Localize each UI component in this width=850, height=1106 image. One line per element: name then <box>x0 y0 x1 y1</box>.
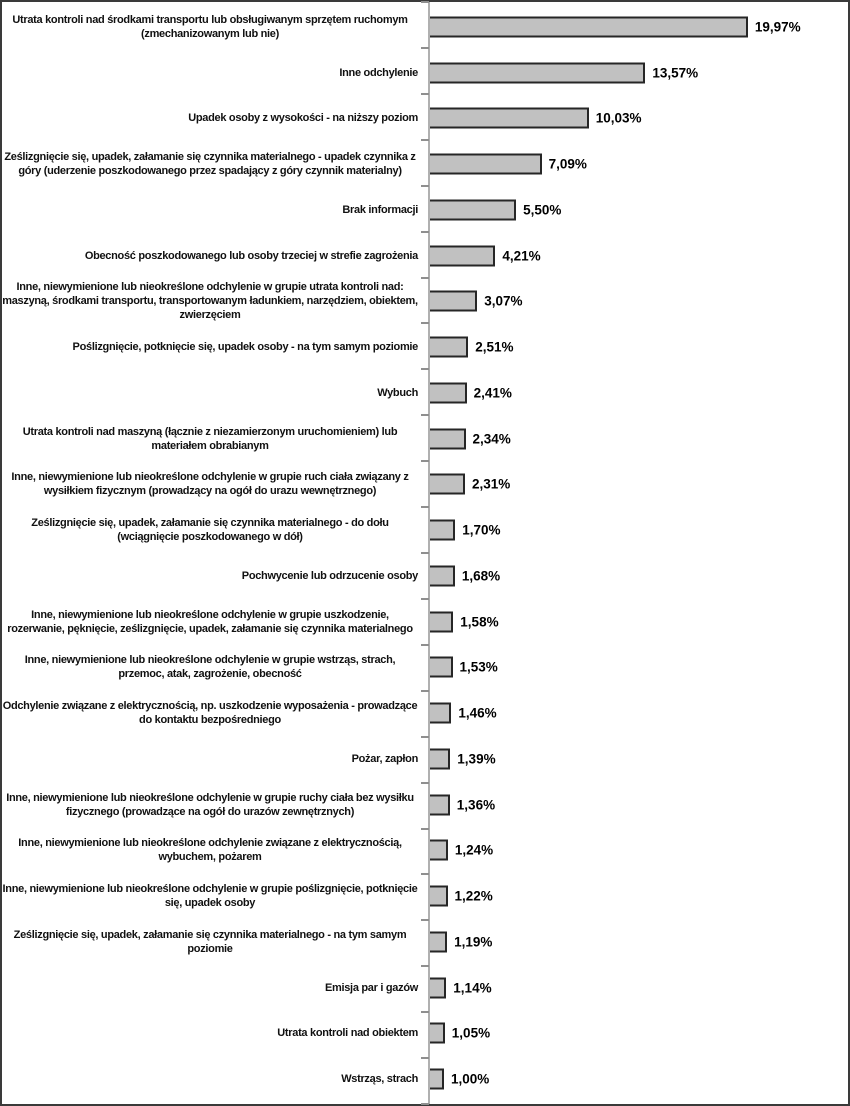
chart-row <box>2 141 848 187</box>
axis-tick <box>421 506 429 508</box>
value-label: 1,39% <box>457 751 496 767</box>
bar-and-value <box>428 108 641 129</box>
bar <box>428 886 448 907</box>
bar-and-value <box>428 382 512 403</box>
axis-tick <box>421 47 429 49</box>
chart-row <box>2 233 848 279</box>
bar <box>428 337 468 358</box>
bar-and-value <box>428 245 541 266</box>
bar <box>428 794 450 815</box>
category-label: Ześlizgnięcie się, upadek, załamanie się czynnika materialnego - na tym samym poziomie <box>13 928 407 955</box>
axis-tick <box>421 782 429 784</box>
bar-and-value <box>428 886 493 907</box>
category-label: Inne odchylenie <box>339 66 418 79</box>
bar <box>428 977 446 998</box>
value-label: 5,50% <box>523 202 562 218</box>
bar <box>428 840 448 861</box>
axis-tick <box>421 322 429 324</box>
bar-and-value <box>428 1069 489 1090</box>
bar-and-value <box>428 337 513 358</box>
axis-tick <box>421 828 429 830</box>
bar <box>428 382 467 403</box>
bar <box>428 1069 444 1090</box>
chart-row <box>2 645 848 691</box>
axis-tick <box>421 919 429 921</box>
bar <box>428 474 465 495</box>
bar <box>428 565 455 586</box>
bar-and-value <box>428 199 561 220</box>
axis-tick <box>421 368 429 370</box>
chart-row <box>2 782 848 828</box>
chart-row <box>2 187 848 233</box>
bar-and-value <box>428 520 500 541</box>
bar <box>428 931 447 952</box>
bar-and-value <box>428 657 498 678</box>
axis-tick <box>421 965 429 967</box>
bar-and-value <box>428 62 698 83</box>
category-label: Inne, niewymienione lub nieokreślone odchylenie w grupie wstrząs, strach, przemoc, atak, zagrożenie, obecność <box>24 654 396 681</box>
axis-tick <box>421 736 429 738</box>
axis-tick <box>421 93 429 95</box>
bar-and-value <box>428 565 500 586</box>
bar <box>428 611 453 632</box>
bar-and-value <box>428 474 510 495</box>
axis-tick <box>421 1103 429 1105</box>
value-label: 13,57% <box>652 65 699 81</box>
bar-and-value <box>428 428 511 449</box>
axis-tick <box>421 1057 429 1059</box>
bar-and-value <box>428 154 587 175</box>
value-label: 1,68% <box>461 568 501 584</box>
chart-row <box>2 462 848 508</box>
chart-row <box>2 1056 848 1102</box>
category-label: Inne, niewymienione lub nieokreślone odchylenie w grupie poślizgnięcie, potknięcie się, upadek osoby <box>2 883 418 910</box>
axis-tick <box>421 185 429 187</box>
axis-tick <box>421 277 429 279</box>
value-label: 1,05% <box>451 1025 491 1041</box>
bar-and-value <box>428 291 522 312</box>
value-label: 19,97% <box>754 19 801 35</box>
chart-row <box>2 965 848 1011</box>
category-label: Wybuch <box>377 386 418 399</box>
value-label: 1,36% <box>456 797 496 813</box>
axis-tick <box>421 139 429 141</box>
category-label: Inne, niewymienione lub nieokreślone odchylenie w grupie utrata kontroli nad: maszyną, środkami transportu, transportowanym ładunkiem, narzędziem, obiektem, zwierzęciem <box>2 281 418 322</box>
value-label: 2,51% <box>475 339 514 355</box>
category-label: Emisja par i gazów <box>324 981 418 994</box>
bar-and-value <box>428 16 801 37</box>
chart-row <box>2 370 848 416</box>
chart-row <box>2 416 848 462</box>
bar <box>428 428 466 449</box>
chart-row <box>2 4 848 50</box>
axis-tick <box>421 690 429 692</box>
bar <box>428 291 477 312</box>
value-label: 10,03% <box>595 110 642 126</box>
category-label: Inne, niewymienione lub nieokreślone odchylenie w grupie uszkodzenie, rozerwanie, pęknięcie, ześlizgnięcie, upadek, załamanie się czynnika materialnego <box>7 608 413 635</box>
chart-row <box>2 690 848 736</box>
value-label: 2,34% <box>472 431 511 447</box>
value-label: 1,00% <box>451 1071 490 1087</box>
bar-and-value <box>428 977 492 998</box>
axis-tick <box>421 1 429 3</box>
value-label: 1,24% <box>454 842 494 858</box>
value-label: 2,41% <box>473 385 512 401</box>
category-label: Inne, niewymienione lub nieokreślone odchylenie w grupie ruchy ciała bez wysiłku fizycznego (prowadzące na ogół do urazów zewnętrznych) <box>6 791 414 818</box>
bar-and-value <box>428 931 492 952</box>
bar-and-value <box>428 840 493 861</box>
bar <box>428 16 748 37</box>
category-label: Odchylenie związane z elektrycznością, np. uszkodzenie wyposażenia - prowadzące do kontaktu bezpośredniego <box>2 700 418 727</box>
chart-row <box>2 96 848 142</box>
axis-tick <box>421 873 429 875</box>
category-label: Poślizgnięcie, potknięcie się, upadek osoby - na tym samym poziomie <box>72 341 418 354</box>
bar <box>428 199 516 220</box>
axis-tick <box>421 552 429 554</box>
category-label: Pożar, zapłon <box>351 752 418 765</box>
bar <box>428 154 542 175</box>
chart-row <box>2 279 848 325</box>
category-label: Pochwycenie lub odrzucenie osoby <box>241 569 418 582</box>
category-label: Ześlizgnięcie się, upadek, załamanie się czynnika materialnego - upadek czynnika z góry (uderzenie poszkodowanego przez spadający z góry czynnik materialny) <box>4 151 416 178</box>
bar <box>428 657 453 678</box>
category-label: Brak informacji <box>342 203 418 216</box>
bar-and-value <box>428 794 495 815</box>
bar-and-value <box>428 611 499 632</box>
category-label: Obecność poszkodowanego lub osoby trzeciej w strefie zagrożenia <box>84 249 418 262</box>
axis-tick <box>421 1011 429 1013</box>
axis-tick <box>421 460 429 462</box>
axis-tick <box>421 414 429 416</box>
chart-row <box>2 507 848 553</box>
value-label: 1,19% <box>454 934 493 950</box>
chart-row <box>2 828 848 874</box>
category-label: Wstrząs, strach <box>341 1073 418 1086</box>
chart-row <box>2 324 848 370</box>
chart-row <box>2 599 848 645</box>
value-label: 1,70% <box>462 522 501 538</box>
bar <box>428 108 589 129</box>
value-label: 1,53% <box>459 659 498 675</box>
value-label: 1,58% <box>460 614 499 630</box>
value-label: 7,09% <box>548 156 587 172</box>
bar-and-value <box>428 748 496 769</box>
value-label: 2,31% <box>472 476 511 492</box>
category-label: Inne, niewymienione lub nieokreślone odchylenie w grupie ruch ciała związany z wysiłkiem fizycznym (prowadzący na ogół do urazu wewnętrznego) <box>11 471 409 498</box>
value-label: 1,22% <box>454 888 493 904</box>
bar <box>428 703 451 724</box>
chart-row <box>2 736 848 782</box>
bar <box>428 62 645 83</box>
bar-and-value <box>428 1023 490 1044</box>
chart-row <box>2 1011 848 1057</box>
chart-row <box>2 50 848 96</box>
category-label: Inne, niewymienione lub nieokreślone odchylenie związane z elektrycznością, wybuchem, pożarem <box>18 837 402 864</box>
bar <box>428 748 450 769</box>
chart-row <box>2 553 848 599</box>
chart-row <box>2 919 848 965</box>
axis-tick <box>421 644 429 646</box>
bar-and-value <box>428 703 497 724</box>
category-label: Ześlizgnięcie się, upadek, załamanie się czynnika materialnego - do dołu (wciągnięcie poszkodowanego w dół) <box>31 517 389 544</box>
category-label: Upadek osoby z wysokości - na niższy poziom <box>188 112 418 125</box>
value-label: 1,46% <box>458 705 497 721</box>
bar <box>428 245 495 266</box>
bar <box>428 1023 445 1044</box>
category-label: Utrata kontroli nad obiektem <box>277 1027 418 1040</box>
chart-row <box>2 873 848 919</box>
value-label: 4,21% <box>502 248 541 264</box>
axis-tick <box>421 598 429 600</box>
bar <box>428 520 455 541</box>
category-label: Utrata kontroli nad maszyną (łącznie z niezamierzonym uruchomieniem) lub materiałem obrabianym <box>22 425 398 452</box>
plot-area <box>2 2 848 1104</box>
axis-tick <box>421 231 429 233</box>
value-label: 3,07% <box>484 293 523 309</box>
category-label: Utrata kontroli nad środkami transportu lub obsługiwanym sprzętem ruchomym (zmechanizowanym lub nie) <box>12 13 408 40</box>
value-label: 1,14% <box>453 980 492 996</box>
